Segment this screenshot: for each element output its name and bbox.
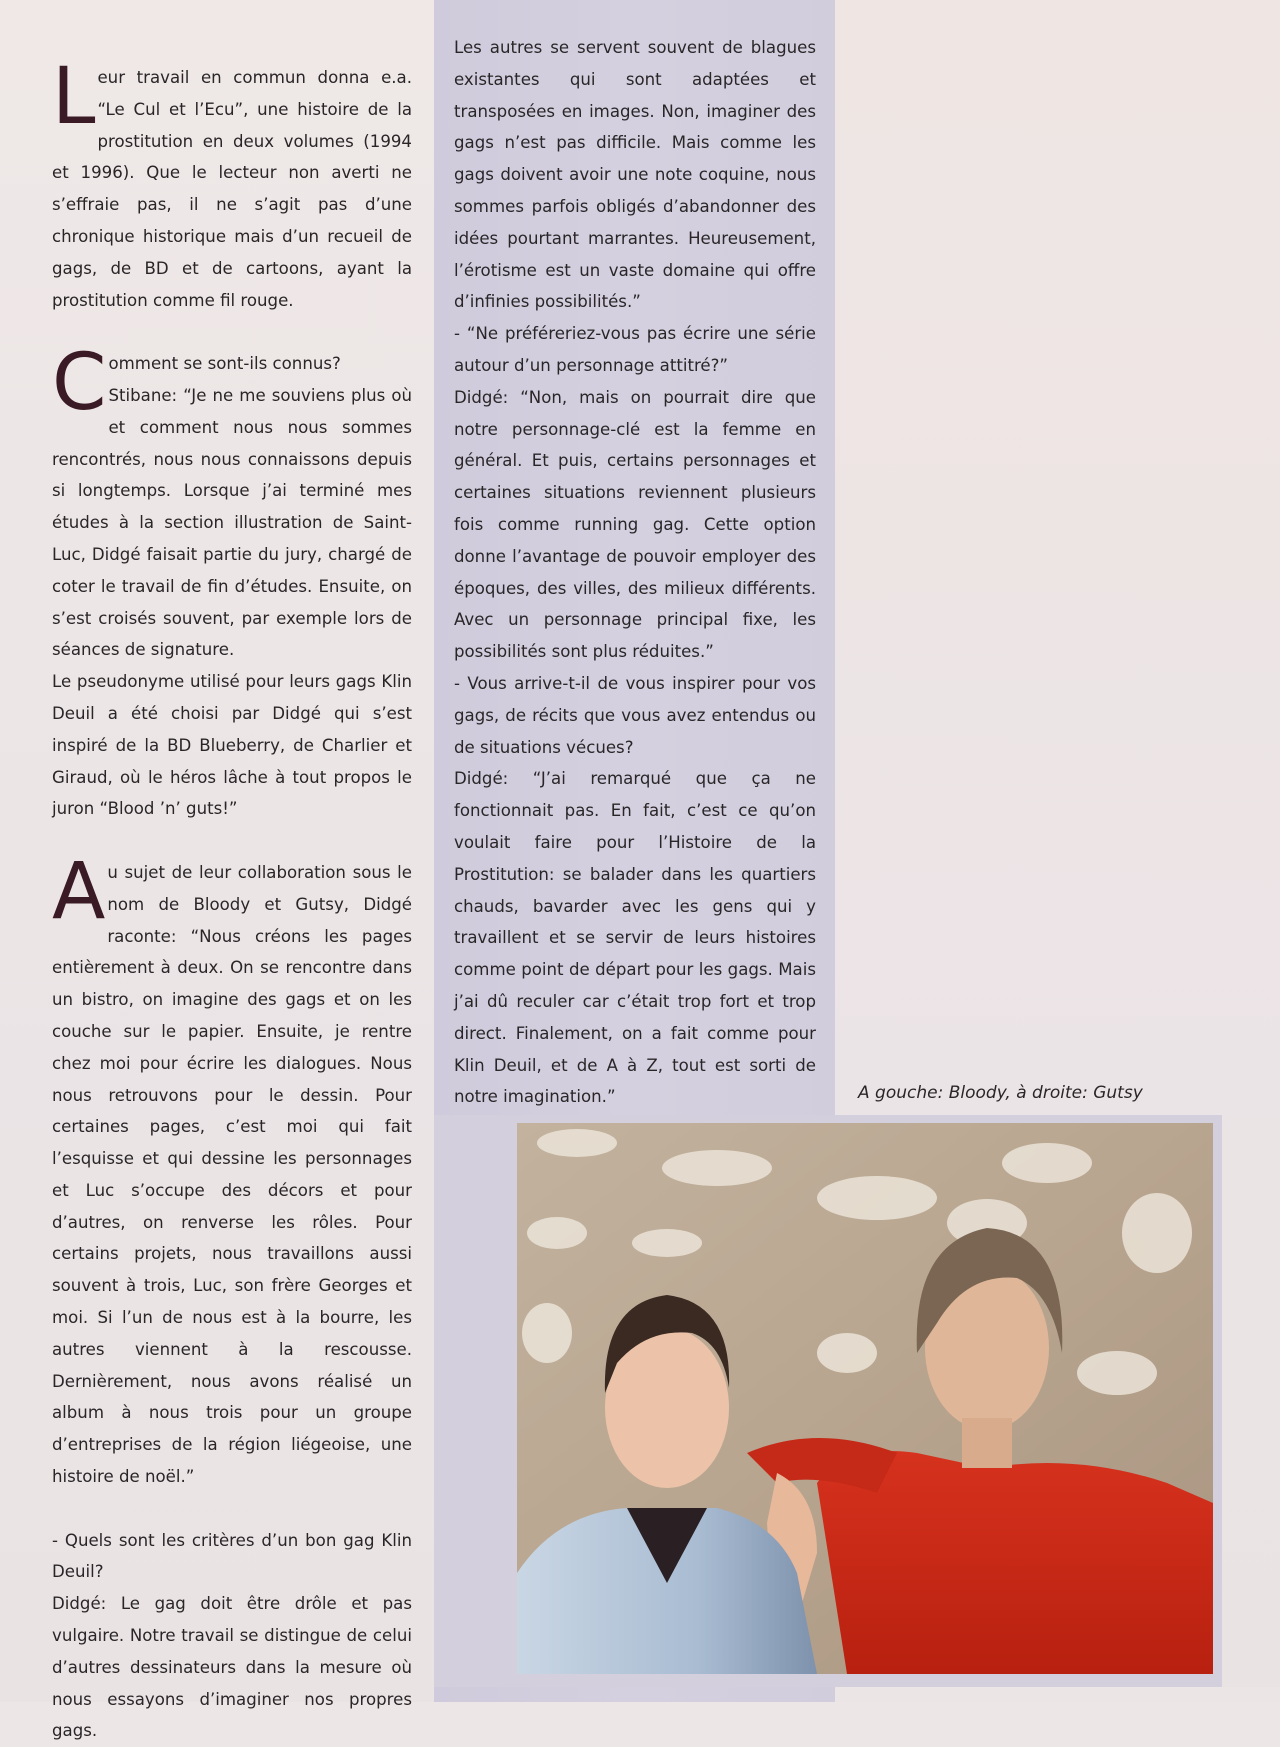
question-criteria: - Quels sont les critères d’un bon gag Klin Deuil? (52, 1530, 412, 1582)
answer-series: Didgé: “Non, mais on pourrait dire que notre personnage-clé est la femme en général. Et puis, certains personnages et certaines situations reviennent plusieurs fois comme running gag. Cette option donne l’avantage de pouvoir employer des époques, des villes, des milieux différents. Avec un personnage principal fixe, les possibilités sont plus réduites.” (454, 387, 816, 662)
dropcap-c: C (52, 338, 107, 429)
paragraph-intro (52, 52, 412, 316)
paragraph-continuation: Les autres se servent souvent de blagues existantes qui sont adaptées et transposées en images. Non, imaginer des gags n’est pas difficile. Mais comme les gags doivent avoir une note coquine, nous sommes parfois obligés d’abandonner des idées pourtant marrantes. Heureusement, l’érotisme est un vaste domaine qui offre d’infinies possibilités.” (454, 38, 816, 312)
gutsy-neck (962, 1418, 1012, 1468)
paragraph-how-met (52, 338, 412, 666)
photo-bloody-gutsy (517, 1123, 1213, 1674)
photo-caption: A gouche: Bloody, à droite: Gutsy (858, 1083, 1143, 1103)
answer-inspiration: Didgé: “J’ai remarqué que ça ne fonctionnait pas. En fait, c’est ce qu’on voulait faire pour l’Histoire de la Prostitution: se balader dans les quartiers chauds, bavarder avec les gens qui y travaillent et se servir de leurs histoires comme point de départ pour les gags. Mais j’ai dû reculer car c’était trop fort et trop direct. Finalement, on a fait comme pour Klin Deuil, et de A à Z, tout est sorti de notre imagination.” (454, 769, 816, 1107)
left-column (52, 52, 412, 1747)
paragraph-collaboration (52, 846, 412, 1493)
how-met-question: omment se sont-ils connus? (108, 354, 341, 374)
dropcap-a: A (52, 846, 106, 937)
intro-text: eur travail en commun donna e.a. “Le Cul et l’Ecu”, une histoire de la prostitution en deux volumes (1994 et 1996). Que le lecteur non averti ne s’effraie pas, il ne s’agit pas d’une chronique historique mais d’un recueil de gags, de BD et de cartoons, ayant la prostitution comme fil rouge. (52, 68, 412, 310)
answer-criteria: Didgé: Le gag doit être drôle et pas vulgaire. Notre travail se distingue de celui d’autres dessinateurs dans la mesure où nous essayons d’imaginer nos propres gags. (52, 1594, 412, 1741)
bottom-right-strip (835, 1687, 1280, 1702)
question-series: - “Ne préféreriez-vous pas écrire une série autour d’un personnage attitré?” (454, 324, 816, 375)
middle-column (454, 32, 816, 1113)
photo-illustration (517, 1123, 1213, 1674)
paragraph-pseudonym: Le pseudonyme utilisé pour leurs gags Klin Deuil a été choisi par Didgé qui s’est inspiré de la BD Blueberry, de Charlier et Giraud, où le héros lâche à tout propos le juron “Blood ’n’ guts!” (52, 672, 412, 819)
collaboration-text: u sujet de leur collaboration sous le nom de Bloody et Gutsy, Didgé raconte: “Nous créons les pages entièrement à deux. On se rencontre dans un bistro, on imagine des gags et on les couche sur le papier. Ensuite, je rentre chez moi pour écrire les dialogues. Nous nous retrouvons pour le dessin. Pour certaines pages, c’est moi qui fait l’esquisse et qui dessine les personnages et Luc s’occupe des décors et pour d’autres, on renverse les rôles. Pour certains projets, nous travaillons aussi souvent à trois, Luc, son frère Georges et moi. Si l’un de nous est à la bourre, les autres viennent à la rescousse. Dernièrement, nous avons réalisé un album à nous trois pour un groupe d’entreprises de la région liégeoise, une histoire de noël.” (52, 862, 412, 1487)
right-blank-area (835, 0, 1280, 1115)
question-inspiration: - Vous arrive-t-il de vous inspirer pour vos gags, de récits que vous avez entendus ou de situations vécues? (454, 673, 816, 757)
how-met-answer: Stibane: “Je ne me souviens plus où et comment nous nous sommes rencontrés, nous nous connaissons depuis si longtemps. Lorsque j’ai terminé mes études à la section illustration de Saint-Luc, Didgé faisait partie du jury, chargé de coter le travail de fin d’études. Ensuite, on s’est croisés souvent, par exemple lors de séances de signature. (52, 385, 412, 660)
dropcap-l: L (52, 52, 96, 142)
